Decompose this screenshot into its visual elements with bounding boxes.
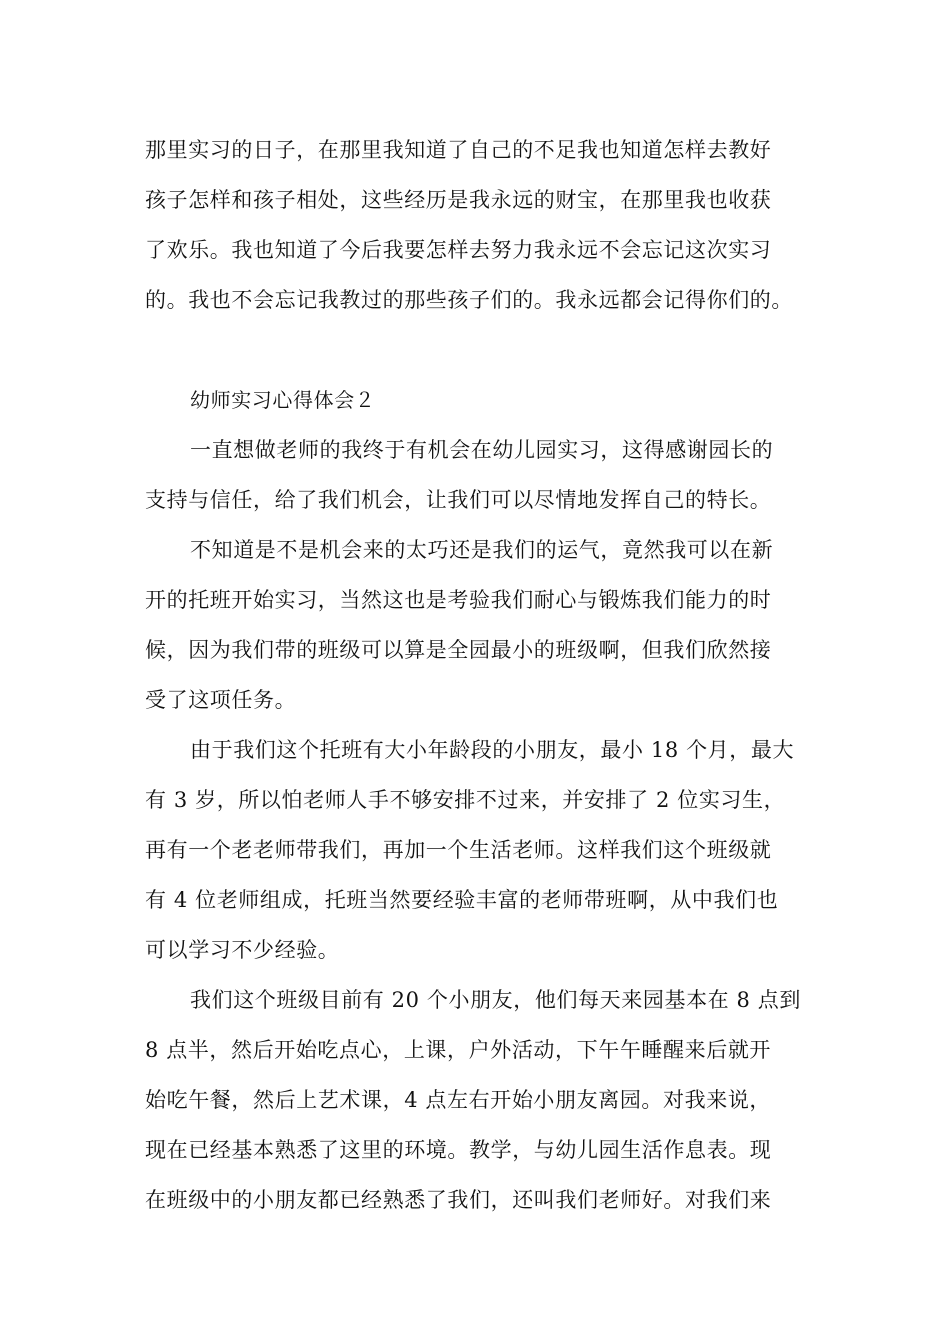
text-line: 一直想做老师的我终于有机会在幼儿园实习，这得感谢园长的 bbox=[190, 438, 774, 462]
text-line: 由于我们这个托班有大小年龄段的小朋友，最小 18 个月，最大 bbox=[190, 738, 795, 762]
text-line: 不知道是不是机会来的太巧还是我们的运气，竟然我可以在新 bbox=[190, 538, 774, 562]
text-line: 可以学习不少经验。 bbox=[145, 938, 340, 962]
text-line: 受了这项任务。 bbox=[145, 688, 297, 712]
text-line: 8 点半，然后开始吃点心，上课，户外活动，下午午睡醒来后就开 bbox=[145, 1038, 772, 1062]
text-line: 支持与信任，给了我们机会，让我们可以尽情地发挥自己的特长。 bbox=[145, 488, 772, 512]
text-line: 我们这个班级目前有 20 个小朋友，他们每天来园基本在 8 点到 bbox=[190, 988, 801, 1012]
text-line: 开的托班开始实习，当然这也是考验我们耐心与锻炼我们能力的时 bbox=[145, 588, 772, 612]
text-line: 了欢乐。我也知道了今后我要怎样去努力我永远不会忘记这次实习 bbox=[145, 238, 772, 262]
text-line: 有 4 位老师组成，托班当然要经验丰富的老师带班啊，从中我们也 bbox=[145, 888, 779, 912]
text-line: 在班级中的小朋友都已经熟悉了我们，还叫我们老师好。对我们来 bbox=[145, 1188, 772, 1212]
text-line: 现在已经基本熟悉了这里的环境。教学，与幼儿园生活作息表。现 bbox=[145, 1138, 772, 1162]
text-line: 有 3 岁，所以怕老师人手不够安排不过来，并安排了 2 位实习生， bbox=[145, 788, 786, 812]
text-line: 的。我也不会忘记我教过的那些孩子们的。我永远都会记得你们的。 bbox=[145, 288, 793, 312]
section-title: 幼师实习心得体会２ bbox=[190, 388, 376, 412]
text-line: 孩子怎样和孩子相处，这些经历是我永远的财宝，在那里我也收获 bbox=[145, 188, 772, 212]
text-line: 那里实习的日子，在那里我知道了自己的不足我也知道怎样去教好 bbox=[145, 138, 772, 162]
text-line: 始吃午餐，然后上艺术课，4 点左右开始小朋友离园。对我来说， bbox=[145, 1088, 772, 1112]
text-line: 再有一个老老师带我们，再加一个生活老师。这样我们这个班级就 bbox=[145, 838, 772, 862]
text-line: 候，因为我们带的班级可以算是全园最小的班级啊，但我们欣然接 bbox=[145, 638, 772, 662]
